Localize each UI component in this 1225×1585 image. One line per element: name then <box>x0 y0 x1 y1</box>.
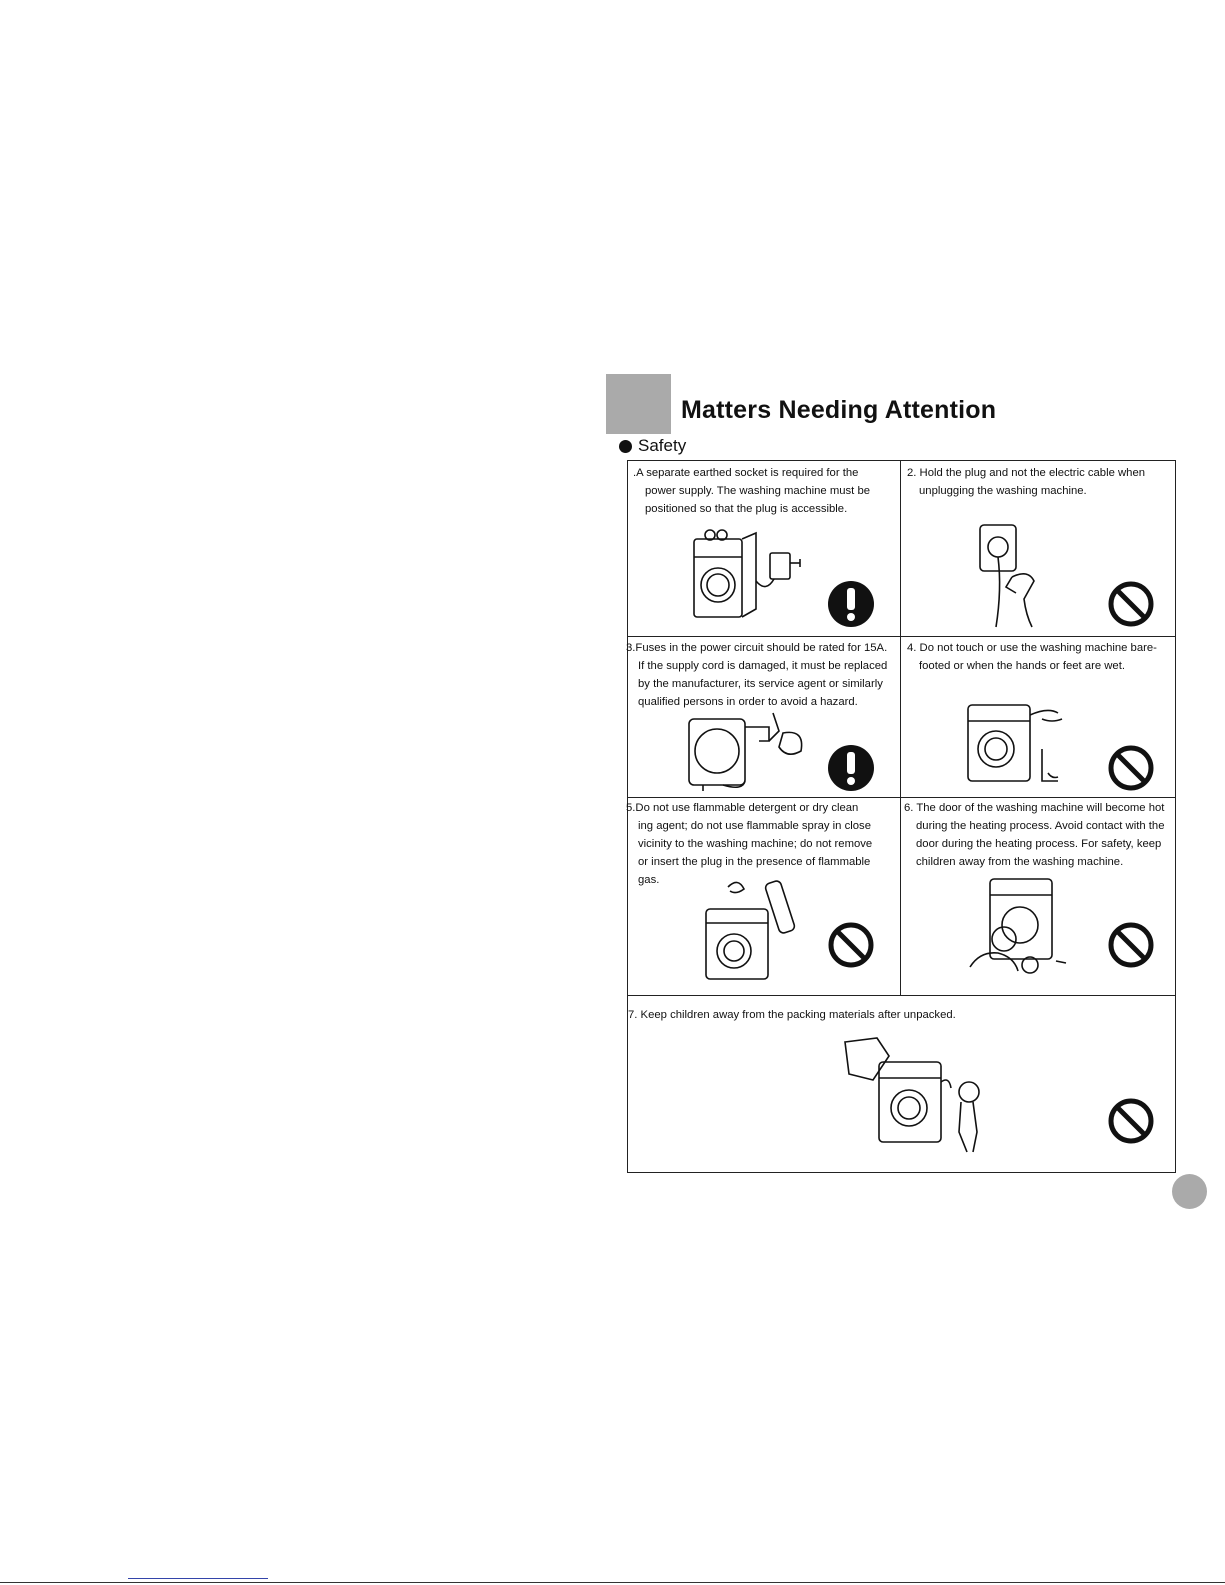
safety-grid <box>627 460 1176 1173</box>
unplugging-hand-illustration <box>968 519 1058 629</box>
prohibited-sign-icon <box>1107 744 1155 792</box>
mandatory-sign-icon <box>827 580 875 628</box>
item-text-line: 6. The door of the washing machine will become hot <box>904 802 1165 814</box>
prohibited-sign-icon <box>827 921 875 969</box>
item-text-line: door during the heating process. For safety, keep <box>916 838 1162 850</box>
grid-divider <box>628 995 1175 996</box>
item-text-line: power supply. The washing machine must be <box>645 485 871 497</box>
item-text-line: 5.Do not use flammable detergent or dry clean <box>626 802 859 814</box>
item-text-line: qualified persons in order to avoid a hazard. <box>638 696 858 708</box>
section-heading <box>619 436 686 456</box>
safety-item-1 <box>633 464 895 518</box>
item-text-line: 2. Hold the plug and not the electric cable when <box>907 467 1146 479</box>
item-text-line: 7. Keep children away from the packing materials after unpacked. <box>628 1009 956 1021</box>
damaged-cord-illustration <box>683 711 823 791</box>
item-text-line: .A separate earthed socket is required for the <box>633 467 859 479</box>
item-text-line: during the heating process. Avoid contact with the <box>916 820 1165 832</box>
item-text-line: 3.Fuses in the power circuit should be rated for 15A. <box>626 642 888 654</box>
flammable-spray-illustration <box>700 873 810 983</box>
bullet-icon <box>619 440 632 453</box>
safety-item-7 <box>628 1006 1173 1024</box>
item-text-line: ing agent; do not use flammable spray in close <box>638 820 871 832</box>
grid-divider <box>900 461 901 995</box>
item-text-line: or insert the plug in the presence of flammable <box>638 856 871 868</box>
washing-machine-socket-illustration <box>688 523 818 623</box>
footer-rule <box>0 1582 1225 1583</box>
item-text-line: positioned so that the plug is accessible. <box>645 503 848 515</box>
item-text-line: footed or when the hands or feet are wet. <box>919 660 1125 672</box>
grid-divider <box>628 797 1175 798</box>
safety-item-2 <box>907 464 1172 500</box>
child-near-hot-door-illustration <box>960 873 1090 978</box>
footer-link-line <box>128 1578 268 1579</box>
page-number-dot <box>1172 1174 1207 1209</box>
item-text-line: If the supply cord is damaged, it must be replaced <box>638 660 888 672</box>
item-text-line: vicinity to the washing machine; do not remove <box>638 838 873 850</box>
page-title: Matters Needing Attention <box>681 396 997 424</box>
item-text-line: 4. Do not touch or use the washing machine bare- <box>907 642 1157 654</box>
item-text-line: gas. <box>638 874 660 886</box>
header-square <box>606 374 671 434</box>
barefoot-wet-hands-illustration <box>962 689 1082 789</box>
safety-item-6 <box>904 799 1172 871</box>
child-packing-materials-illustration <box>843 1036 998 1156</box>
prohibited-sign-icon <box>1107 580 1155 628</box>
item-text-line: children away from the washing machine. <box>916 856 1124 868</box>
section-label: Safety <box>638 436 687 455</box>
mandatory-sign-icon <box>827 744 875 792</box>
safety-item-3 <box>626 639 898 711</box>
item-text-line: by the manufacturer, its service agent or similarly <box>638 678 883 690</box>
grid-divider <box>628 636 1175 637</box>
item-text-line: unplugging the washing machine. <box>919 485 1087 497</box>
prohibited-sign-icon <box>1107 921 1155 969</box>
safety-item-4 <box>907 639 1172 675</box>
prohibited-sign-icon <box>1107 1097 1155 1145</box>
